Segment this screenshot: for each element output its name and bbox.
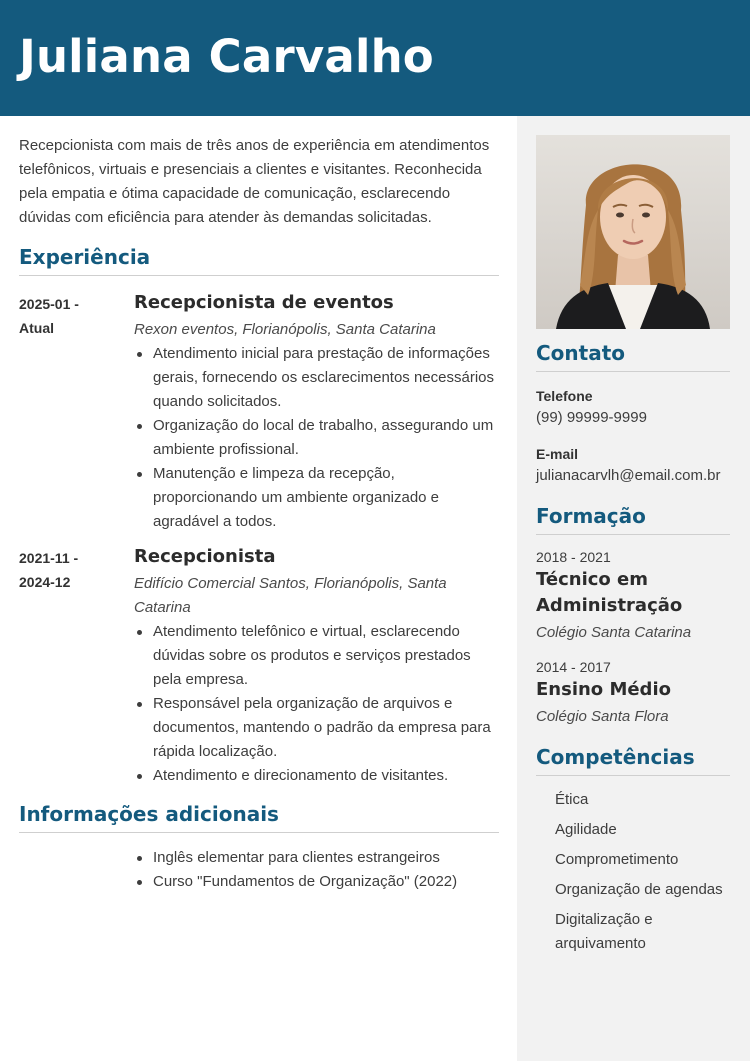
skill-item: Digitalização e arquivamento	[555, 911, 653, 952]
email-value: julianacarvlh@email.com.br	[536, 467, 721, 484]
skill-item: Agilidade	[555, 821, 617, 838]
job-title: Recepcionista de eventos	[134, 292, 394, 313]
resume-header	[0, 0, 750, 116]
education-dates: 2018 - 2021	[536, 549, 611, 565]
skill-item: Organização de agendas	[555, 881, 723, 898]
skills-list	[536, 788, 730, 956]
contact-heading: Contato	[536, 341, 730, 372]
skills-heading: Competências	[536, 745, 730, 776]
additional-info-section	[19, 802, 499, 894]
candidate-name: Juliana Carvalho	[19, 30, 434, 83]
phone-label: Telefone	[536, 388, 593, 404]
skills-section	[536, 745, 730, 956]
education-heading: Formação	[536, 504, 730, 535]
job-dates: 2021-11 - 2024-12	[19, 550, 79, 590]
job-title: Recepcionista	[134, 546, 276, 567]
list-item: Atendimento telefônico e virtual, esclarecendo dúvidas sobre os produtos e serviços prestados pela empresa.	[134, 620, 499, 692]
additional-info-heading: Informações adicionais	[19, 802, 499, 833]
education-dates: 2014 - 2017	[536, 659, 611, 675]
profile-photo	[536, 135, 730, 329]
phone-value: (99) 99999-9999	[536, 409, 647, 426]
job-bullets	[134, 620, 499, 788]
job-dates: 2025-01 - Atual	[19, 296, 79, 336]
additional-info-list	[134, 846, 499, 894]
job-company: Edifício Comercial Santos, Florianópolis, Santa Catarina	[134, 575, 447, 616]
education-school: Colégio Santa Flora	[536, 708, 669, 725]
sidebar-content	[536, 341, 730, 962]
list-item: Atendimento e direcionamento de visitantes.	[134, 764, 499, 788]
main-column	[19, 116, 499, 894]
skill-item: Comprometimento	[555, 851, 679, 868]
portrait-image	[536, 135, 730, 329]
list-item: Atendimento inicial para prestação de informações gerais, fornecendo os esclarecimentos necessários quando solicitados.	[134, 342, 499, 414]
email-label: E-mail	[536, 446, 579, 462]
job-company: Rexon eventos, Florianópolis, Santa Catarina	[134, 321, 436, 338]
skill-item: Ética	[555, 791, 589, 808]
job-entry	[19, 290, 499, 534]
list-item: Curso "Fundamentos de Organização" (2022)	[134, 870, 499, 894]
professional-summary: Recepcionista com mais de três anos de experiência em atendimentos telefônicos, virtuais e presenciais a clientes e visitantes. Reconhecida pela empatia e ótima capacidade de comunicação, esclarecendo dúvidas com eficiência para atender às demandas solicitadas.	[19, 137, 490, 226]
job-bullets	[134, 342, 499, 534]
education-degree: Ensino Médio	[536, 679, 671, 700]
experience-heading: Experiência	[19, 245, 499, 276]
education-section	[536, 504, 730, 729]
experience-section	[19, 245, 499, 788]
education-degree: Técnico em Administração	[536, 569, 683, 616]
list-item: Organização do local de trabalho, assegurando um ambiente profissional.	[134, 414, 499, 462]
contact-section	[536, 341, 730, 488]
list-item: Manutenção e limpeza da recepção, proporcionando um ambiente organizado e agradável a todos.	[134, 462, 499, 534]
education-school: Colégio Santa Catarina	[536, 624, 692, 641]
list-item: Responsável pela organização de arquivos e documentos, mantendo o padrão da empresa para rápida localização.	[134, 692, 499, 764]
job-entry	[19, 544, 499, 788]
list-item: Inglês elementar para clientes estrangeiros	[134, 846, 499, 870]
